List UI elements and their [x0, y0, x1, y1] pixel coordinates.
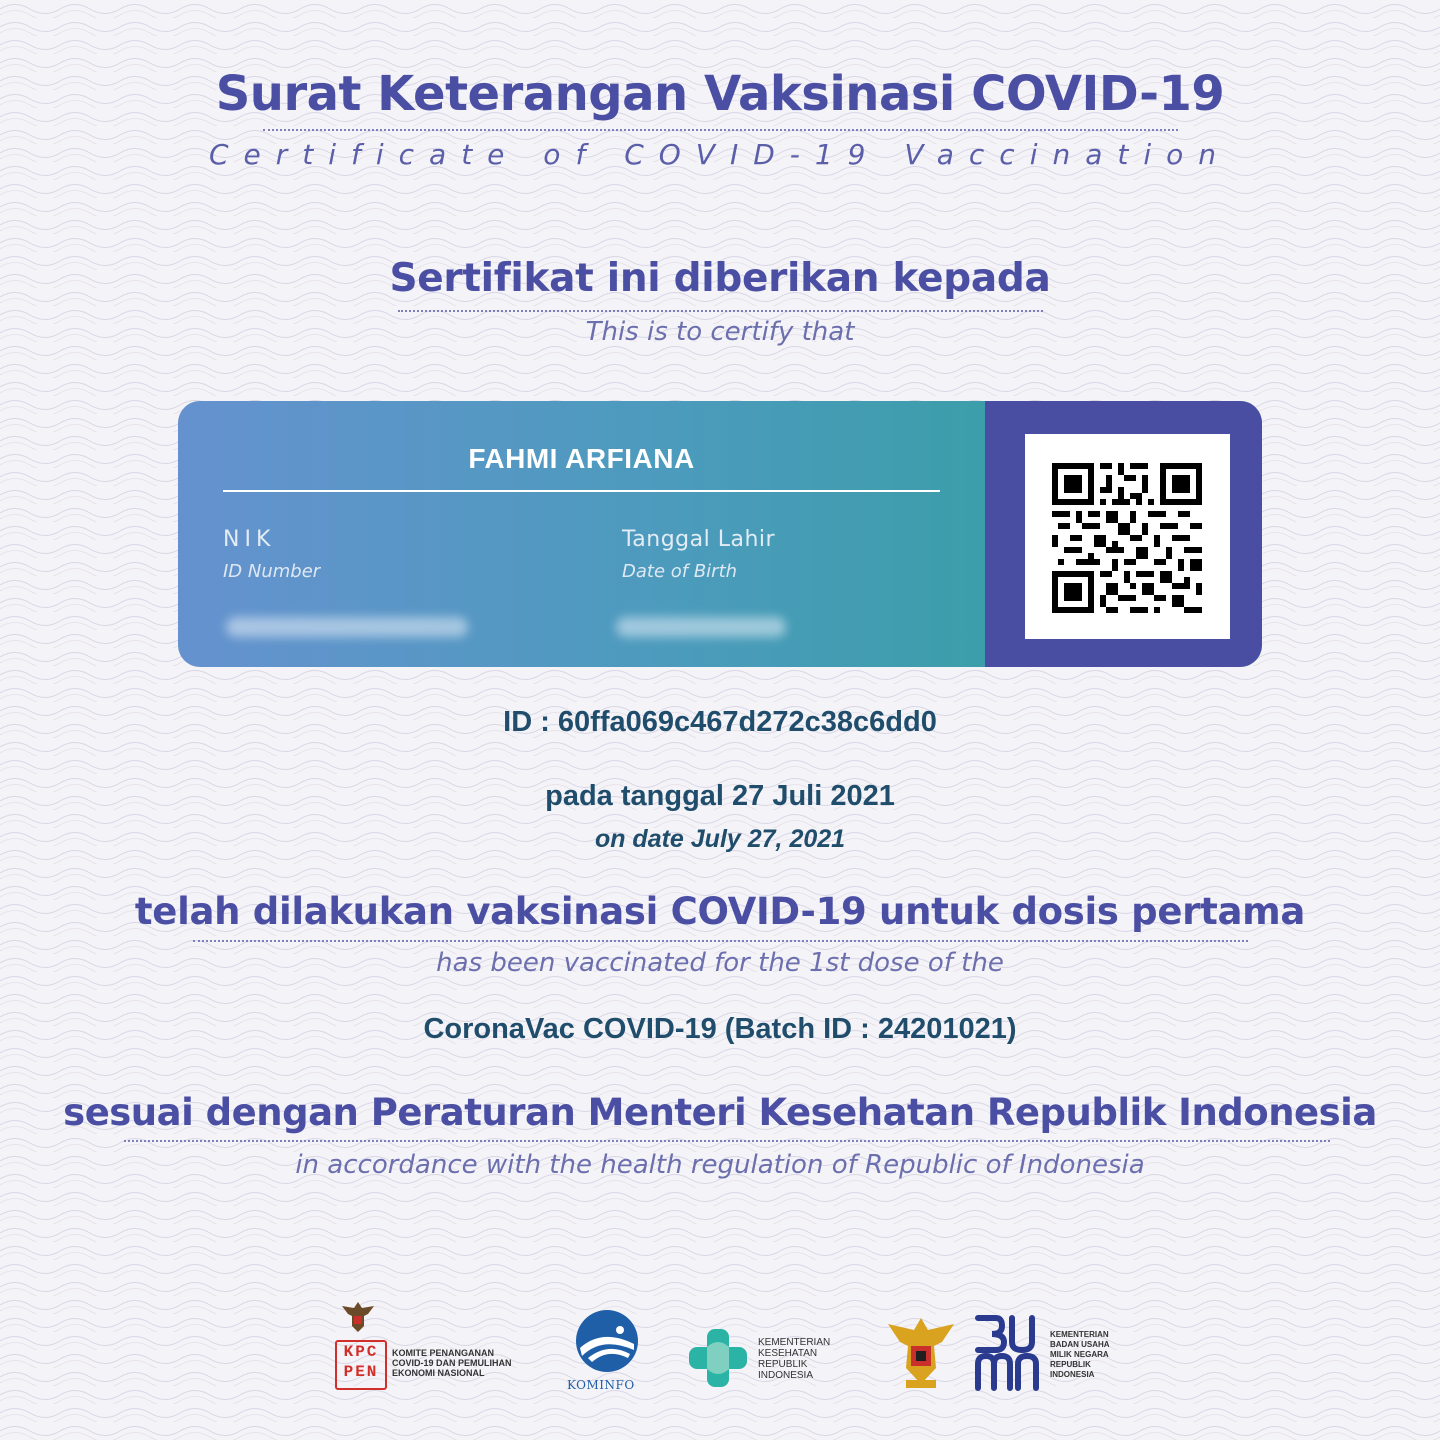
- kemenkes-cross-icon: [685, 1325, 751, 1391]
- regulation-statement-en: in accordance with the health regulation of Republic of Indonesia: [295, 1150, 1145, 1180]
- bumn-logo: [972, 1312, 1112, 1394]
- title-divider: [263, 129, 1178, 131]
- kominfo-text: KOMINFO: [567, 1378, 635, 1392]
- kominfo-logo: [565, 1308, 650, 1398]
- kemenkes-logo: [685, 1325, 845, 1395]
- regulation-statement-id: sesuai dengan Peraturan Menteri Kesehatan Republik Indonesia: [63, 1091, 1377, 1134]
- kpcpen-mark-top: KPC: [343, 1343, 379, 1361]
- given-to-divider: [398, 310, 1043, 312]
- vaccination-date-en: on date July 27, 2021: [594, 825, 846, 853]
- dob-value-redacted: [616, 617, 786, 637]
- garuda-pancasila-logo: [880, 1312, 962, 1394]
- kominfo-globe-icon: [572, 1308, 642, 1374]
- nik-value-redacted: [226, 617, 468, 637]
- nik-label: NIK: [223, 527, 276, 552]
- vaccinated-statement-en: has been vaccinated for the 1st dose of the: [436, 948, 1004, 978]
- name-underline: [223, 490, 940, 492]
- vaccinated-statement-id: telah dilakukan vaksinasi COVID-19 untuk dosis pertama: [134, 890, 1306, 933]
- dob-label: Tanggal Lahir: [622, 527, 776, 552]
- certificate-id: ID : 60ffa069c467d272c38c6dd0: [503, 706, 937, 738]
- identity-card: [178, 401, 1262, 667]
- vaccine-batch: CoronaVac COVID-19 (Batch ID : 24201021): [423, 1013, 1017, 1045]
- kemenkes-text: KEMENTERIAN KESEHATAN REPUBLIK INDONESIA: [758, 1337, 831, 1381]
- qr-code-icon: [1052, 463, 1202, 613]
- regulation-divider: [124, 1140, 1330, 1142]
- kpcpen-logo: [335, 1298, 535, 1398]
- kpcpen-mark-bottom: PEN: [343, 1363, 379, 1381]
- holder-name: FAHMI ARFIANA: [468, 443, 695, 474]
- bumn-mark-icon: [972, 1312, 1042, 1392]
- bumn-text: KEMENTERIAN BADAN USAHA MILIK NEGARA REPUBLIK INDONESIA: [1050, 1330, 1110, 1379]
- nik-sublabel: ID Number: [223, 561, 321, 582]
- kpcpen-text: KOMITE PENANGANAN COVID-19 DAN PEMULIHAN EKONOMI NASIONAL: [392, 1348, 512, 1378]
- qr-code[interactable]: [1025, 434, 1230, 639]
- kpcpen-mark: [335, 1340, 387, 1390]
- given-to-heading: Sertifikat ini diberikan kepada: [389, 256, 1051, 301]
- dob-sublabel: Date of Birth: [622, 561, 738, 582]
- garuda-small-icon: [338, 1298, 378, 1334]
- certificate-subtitle: Certificate of COVID-19 Vaccination: [208, 138, 1232, 171]
- certify-that-text: This is to certify that: [585, 317, 855, 347]
- vaccination-date-id: pada tanggal 27 Juli 2021: [545, 780, 895, 812]
- qr-panel: [985, 401, 1262, 667]
- garuda-pancasila-icon: [880, 1312, 962, 1394]
- vaccinated-divider: [193, 940, 1248, 942]
- certificate-title: Surat Keterangan Vaksinasi COVID-19: [215, 66, 1225, 122]
